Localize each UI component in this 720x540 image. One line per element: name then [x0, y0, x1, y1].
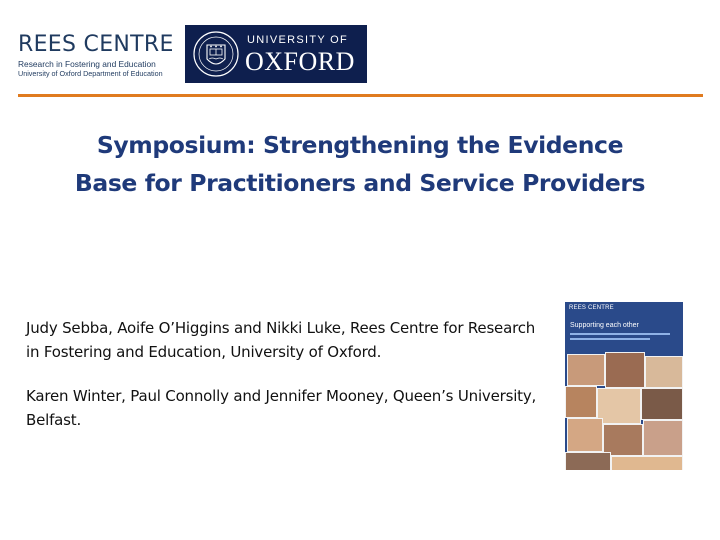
- header-divider: [18, 94, 703, 97]
- oxford-logo: [185, 25, 367, 83]
- slide-title: [40, 126, 680, 202]
- report-cover-subtitle-line: [570, 338, 650, 340]
- report-cover-photo-collage: [565, 352, 683, 470]
- authors-oxford: Judy Sebba, Aoife O’Higgins and Nikki Luke, Rees Centre for Research in Fostering and Education, University of Oxford.: [26, 319, 536, 361]
- cover-photo: [567, 354, 605, 386]
- rees-logo-title: REES CENTRE: [18, 32, 174, 57]
- cover-photo: [605, 352, 645, 388]
- report-cover-title: Supporting each other: [570, 322, 639, 329]
- report-cover-subtitle-line: [570, 333, 670, 335]
- authors-block: [26, 316, 546, 452]
- slide-title-line-2: Base for Practitioners and Service Providers: [74, 169, 646, 197]
- cover-photo: [641, 388, 683, 420]
- cover-photo: [567, 418, 603, 452]
- rees-logo-subtitle: Research in Fostering and Education: [18, 59, 156, 69]
- cover-photo: [565, 452, 611, 470]
- report-cover-org: REES CENTRE: [569, 305, 614, 311]
- cover-photo: [645, 356, 683, 388]
- cover-photo: [611, 456, 683, 470]
- rees-centre-logo: [18, 32, 174, 78]
- rees-logo-department: University of Oxford Department of Education: [18, 69, 163, 78]
- cover-photo: [597, 388, 641, 424]
- authors-belfast: Karen Winter, Paul Connolly and Jennifer Mooney, Queen’s University, Belfast.: [26, 387, 537, 429]
- oxford-logo-name: OXFORD: [245, 47, 355, 76]
- cover-photo: [643, 420, 683, 456]
- oxford-crest-icon: [192, 29, 240, 79]
- oxford-logo-university-of: UNIVERSITY OF: [247, 34, 349, 46]
- cover-photo: [565, 386, 597, 418]
- report-cover-image: [565, 302, 683, 470]
- slide-title-line-1: Symposium: Strengthening the Evidence: [96, 131, 624, 159]
